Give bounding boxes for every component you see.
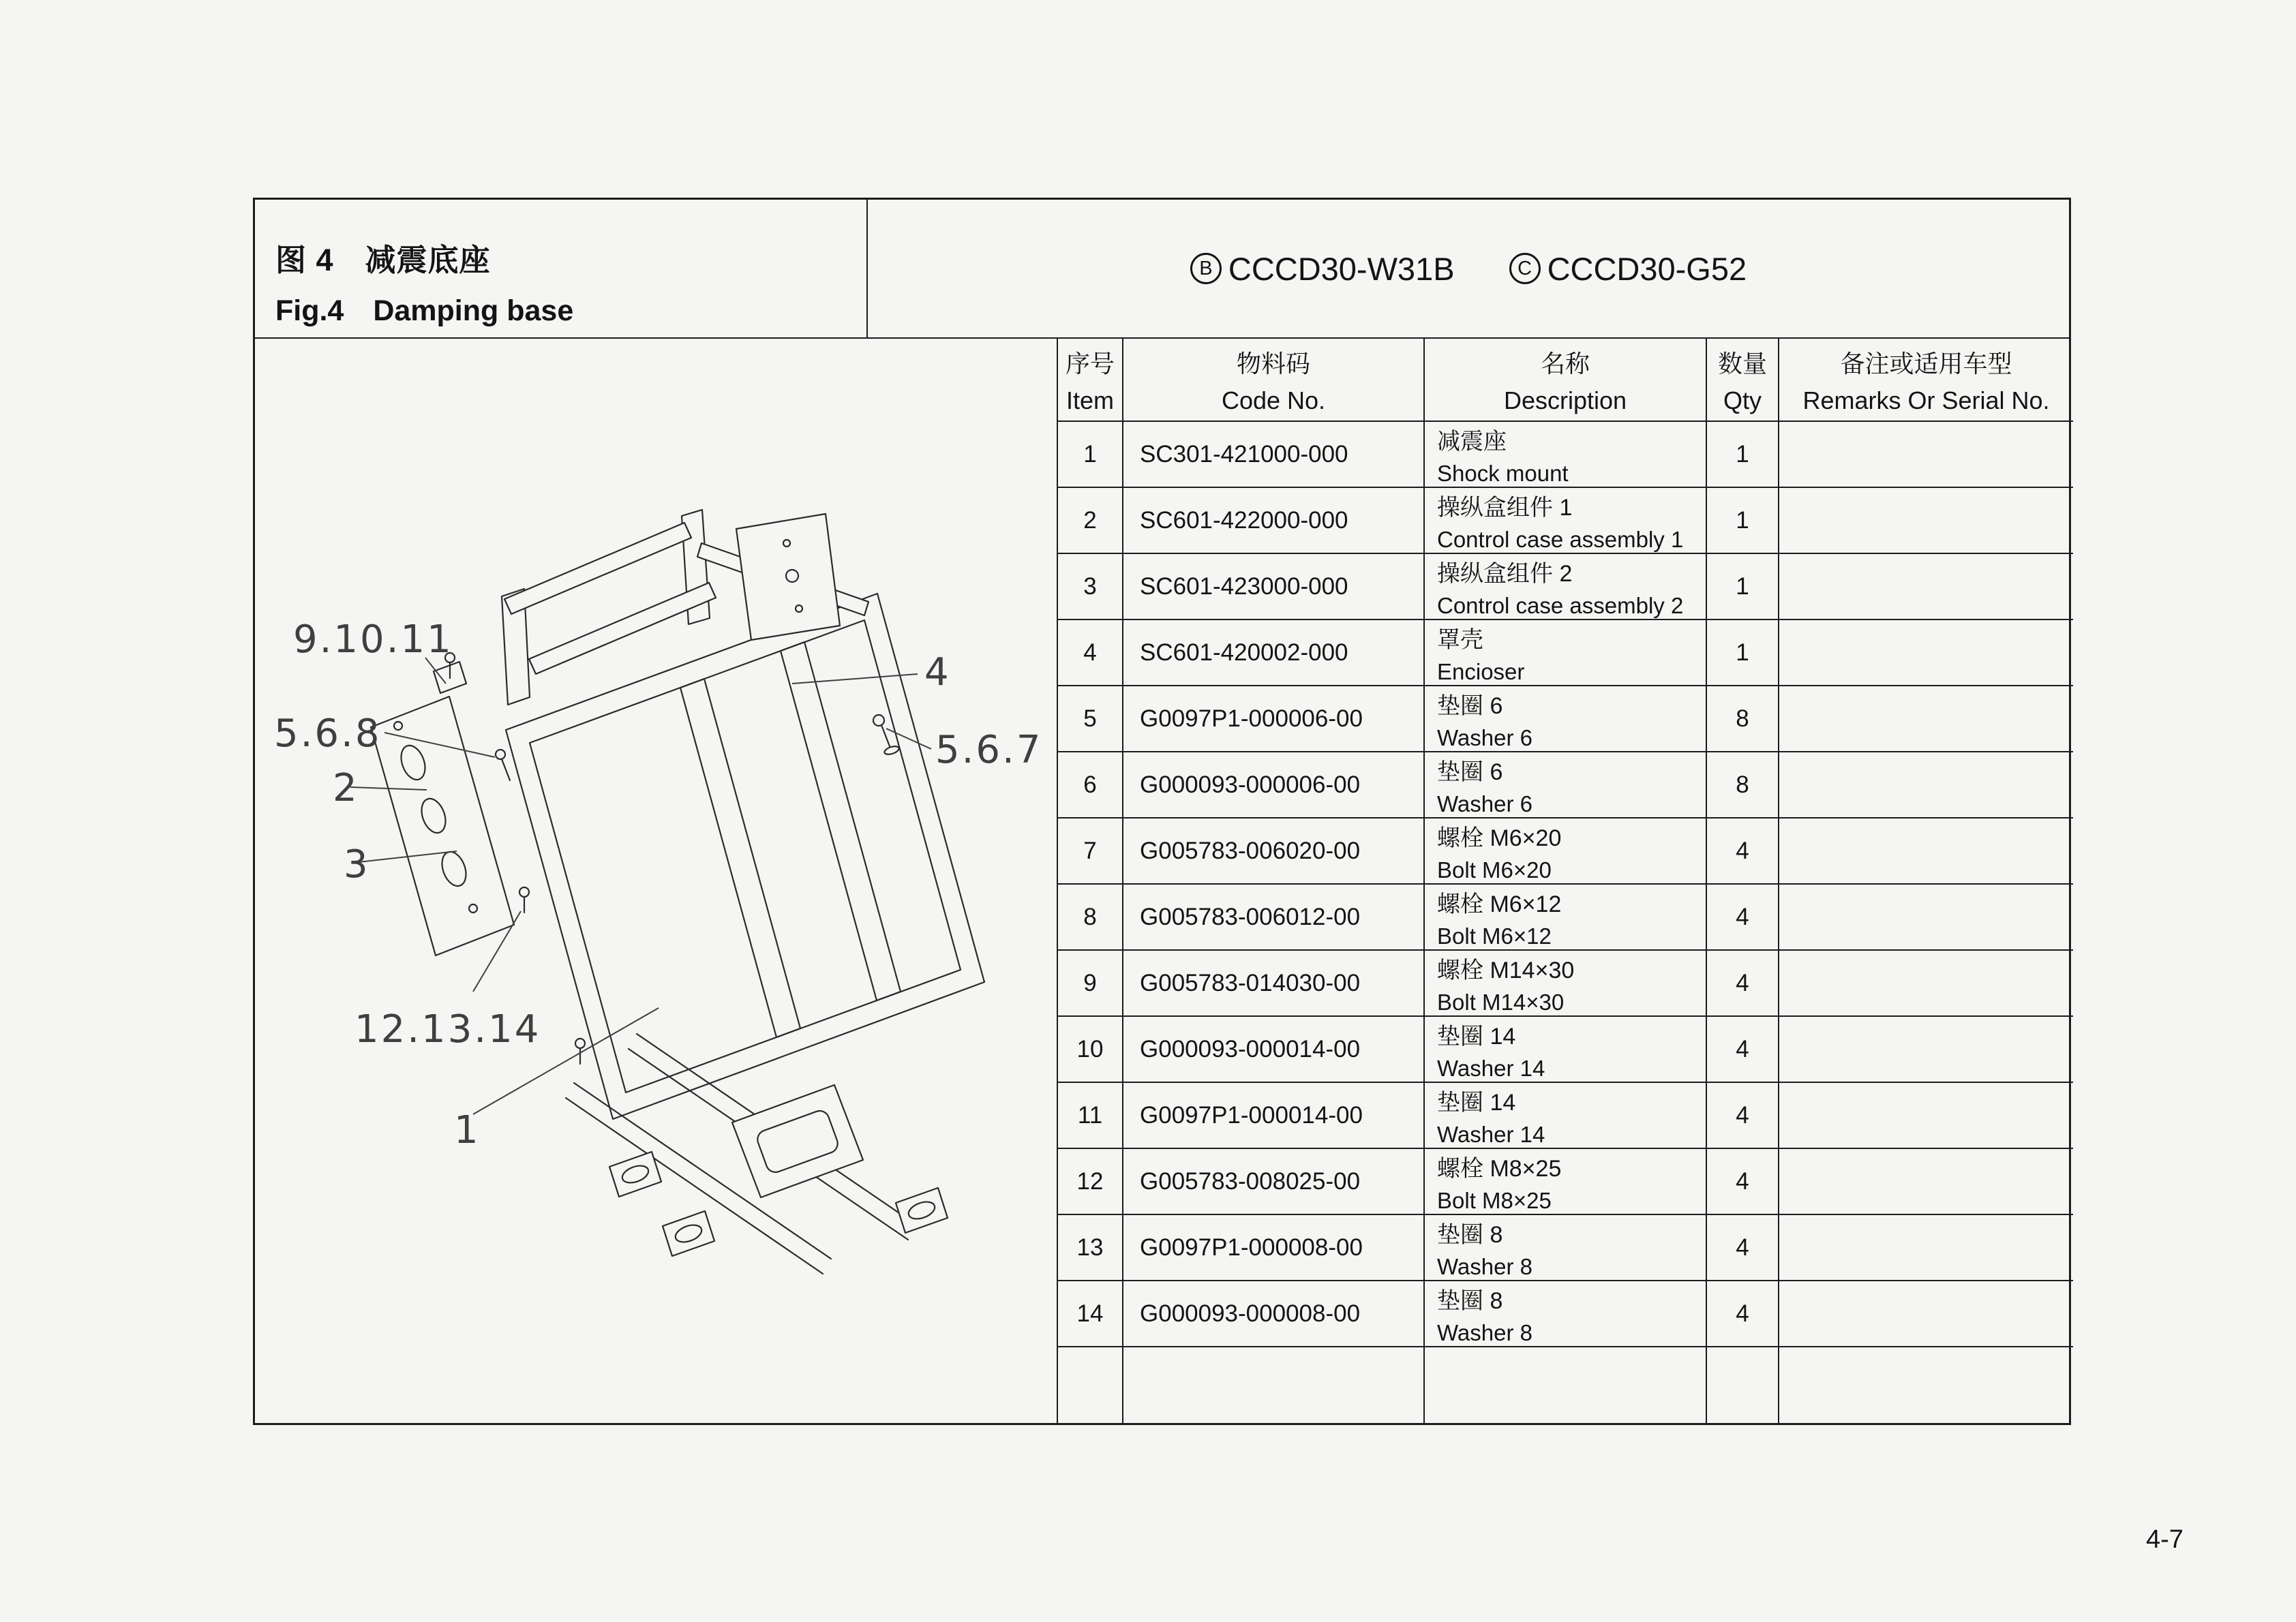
cell-qty: 4: [1706, 1017, 1778, 1083]
description-en: Control case assembly 1: [1437, 526, 1684, 552]
diagram-label-5-6-7: 5.6.7: [935, 728, 1043, 772]
cell-item: 9: [1057, 951, 1122, 1017]
cell-code: G005783-006020-00: [1122, 818, 1423, 885]
description-zh: 垫圈 6: [1437, 759, 1503, 785]
cell-item: 13: [1057, 1215, 1122, 1281]
cell-item: 12: [1057, 1149, 1122, 1215]
description-zh: 垫圈 8: [1437, 1287, 1503, 1314]
cell-description: [1423, 422, 1706, 488]
description-zh: 螺栓 M14×30: [1437, 957, 1575, 983]
cell-remarks: [1778, 1215, 2073, 1281]
cell-remarks: [1778, 488, 2073, 554]
cell-description: [1423, 1083, 1706, 1149]
model-b: [1190, 250, 1455, 288]
cell-description-empty: [1423, 1347, 1706, 1423]
col-header-item-en: Item: [1066, 386, 1114, 414]
description-zh: 螺栓 M8×25: [1437, 1155, 1562, 1182]
cell-remarks: [1778, 1281, 2073, 1347]
cell-description: [1423, 620, 1706, 686]
cell-remarks-empty: [1778, 1347, 2073, 1423]
cell-description: [1423, 885, 1706, 951]
cell-description: [1423, 488, 1706, 554]
description-en: Bolt M14×30: [1437, 989, 1565, 1015]
cell-remarks: [1778, 885, 2073, 951]
col-header-description-en: Description: [1503, 386, 1627, 414]
cell-qty: 1: [1706, 422, 1778, 488]
diagram-label-5-6-8: 5.6.8: [274, 711, 382, 756]
cell-code: G000093-000014-00: [1122, 1017, 1423, 1083]
cell-remarks: [1778, 686, 2073, 752]
cell-code: G000093-000008-00: [1122, 1281, 1423, 1347]
diagram-label-3: 3: [344, 842, 370, 887]
description-en: Washer 14: [1437, 1121, 1545, 1147]
figure-title-en: Fig.4 Damping base: [275, 294, 574, 327]
cell-remarks: [1778, 554, 2073, 620]
cell-remarks: [1778, 951, 2073, 1017]
description-zh: 螺栓 M6×12: [1437, 891, 1562, 917]
description-en: Shock mount: [1437, 460, 1569, 486]
diagram-label-12-13-14: 12.13.14: [354, 1007, 541, 1052]
cell-qty: 4: [1706, 1281, 1778, 1347]
description-zh: 减震座: [1437, 428, 1507, 455]
cell-qty-empty: [1706, 1347, 1778, 1423]
diagram-label-1: 1: [454, 1108, 481, 1152]
cell-qty: 1: [1706, 554, 1778, 620]
cell-code: G005783-006012-00: [1122, 885, 1423, 951]
cell-code: G005783-008025-00: [1122, 1149, 1423, 1215]
cell-code: G0097P1-000014-00: [1122, 1083, 1423, 1149]
description-en: Washer 8: [1437, 1253, 1532, 1279]
col-header-code-en: Code No.: [1221, 386, 1326, 414]
model-c-code: CCCD30-G52: [1547, 250, 1747, 287]
circle-b-icon: B: [1190, 253, 1222, 284]
description-zh: 螺栓 M6×20: [1437, 825, 1562, 851]
description-zh: 操纵盒组件 2: [1437, 560, 1573, 587]
cell-qty: 4: [1706, 885, 1778, 951]
cell-item: 10: [1057, 1017, 1122, 1083]
col-header-remarks-en: Remarks Or Serial No.: [1802, 386, 2050, 414]
col-header-qty-en: Qty: [1723, 386, 1762, 414]
cell-description: [1423, 752, 1706, 818]
description-zh: 垫圈 8: [1437, 1221, 1503, 1248]
cell-code: SC601-423000-000: [1122, 554, 1423, 620]
cell-item: 8: [1057, 885, 1122, 951]
cell-code: G0097P1-000006-00: [1122, 686, 1423, 752]
col-header-remarks-zh: 备注或适用车型: [1840, 349, 2012, 378]
cell-qty: 1: [1706, 488, 1778, 554]
drawing-geometry: [371, 510, 984, 1274]
header: [255, 200, 2069, 339]
description-zh: 操纵盒组件 1: [1437, 494, 1573, 521]
col-header-code: [1122, 339, 1423, 422]
cell-qty: 4: [1706, 1149, 1778, 1215]
parts-table: [1057, 339, 2073, 1423]
exploded-diagram: [255, 339, 1057, 1423]
description-en: Washer 6: [1437, 791, 1532, 816]
cell-description: [1423, 951, 1706, 1017]
cell-description: [1423, 1215, 1706, 1281]
diagram-label-9-10-11: 9.10.11: [293, 617, 453, 662]
cell-description: [1423, 1149, 1706, 1215]
col-header-item: [1057, 339, 1122, 422]
cell-qty: 8: [1706, 686, 1778, 752]
col-header-item-zh: 序号: [1065, 349, 1115, 378]
cell-item: 7: [1057, 818, 1122, 885]
description-en: Encioser: [1437, 658, 1525, 684]
diagram-label-4: 4: [924, 650, 951, 694]
figure-title-zh: 图 4 减震底座: [275, 243, 491, 277]
col-header-description: [1423, 339, 1706, 422]
model-codes: [868, 200, 2069, 337]
cell-description: [1423, 686, 1706, 752]
cell-qty: 4: [1706, 1215, 1778, 1281]
col-header-qty-zh: 数量: [1717, 349, 1767, 378]
cell-remarks: [1778, 1149, 2073, 1215]
cell-item: 2: [1057, 488, 1122, 554]
description-en: Washer 6: [1437, 724, 1532, 750]
damping-base-drawing: [255, 339, 1057, 1423]
circle-c-icon: C: [1509, 253, 1541, 284]
description-zh: 垫圈 14: [1437, 1089, 1516, 1116]
description-zh: 罩壳: [1437, 626, 1483, 653]
cell-item: 1: [1057, 422, 1122, 488]
cell-description: [1423, 1281, 1706, 1347]
cell-remarks: [1778, 1083, 2073, 1149]
cell-code: G005783-014030-00: [1122, 951, 1423, 1017]
diagram-label-2: 2: [333, 766, 359, 810]
col-header-code-zh: 物料码: [1236, 349, 1310, 378]
description-en: Control case assembly 2: [1437, 592, 1684, 618]
description-zh: 垫圈 14: [1437, 1023, 1516, 1050]
cell-code: G0097P1-000008-00: [1122, 1215, 1423, 1281]
figure-title-block: [255, 200, 868, 337]
description-en: Bolt M6×12: [1437, 923, 1552, 949]
cell-item-empty: [1057, 1347, 1122, 1423]
description-zh: 垫圈 6: [1437, 692, 1503, 719]
cell-remarks: [1778, 422, 2073, 488]
cell-qty: 4: [1706, 818, 1778, 885]
cell-code: SC601-422000-000: [1122, 488, 1423, 554]
model-b-code: CCCD30-W31B: [1228, 250, 1455, 287]
description-en: Washer 8: [1437, 1319, 1532, 1345]
cell-code: G000093-000006-00: [1122, 752, 1423, 818]
content-frame: [253, 198, 2071, 1425]
cell-description: [1423, 1017, 1706, 1083]
cell-code-empty: [1122, 1347, 1423, 1423]
cell-qty: 8: [1706, 752, 1778, 818]
page-number: 4-7: [2146, 1525, 2184, 1554]
cell-qty: 4: [1706, 1083, 1778, 1149]
cell-qty: 1: [1706, 620, 1778, 686]
cell-qty: 4: [1706, 951, 1778, 1017]
cell-description: [1423, 818, 1706, 885]
col-header-qty: [1706, 339, 1778, 422]
cell-item: 5: [1057, 686, 1122, 752]
description-en: Bolt M8×25: [1437, 1187, 1552, 1213]
cell-remarks: [1778, 818, 2073, 885]
cell-item: 3: [1057, 554, 1122, 620]
col-header-description-zh: 名称: [1540, 349, 1590, 378]
cell-remarks: [1778, 1017, 2073, 1083]
cell-description: [1423, 554, 1706, 620]
cell-code: SC301-421000-000: [1122, 422, 1423, 488]
cell-item: 14: [1057, 1281, 1122, 1347]
cell-item: 11: [1057, 1083, 1122, 1149]
description-en: Washer 14: [1437, 1055, 1545, 1081]
col-header-remarks: [1778, 339, 2073, 422]
cell-code: SC601-420002-000: [1122, 620, 1423, 686]
cell-remarks: [1778, 752, 2073, 818]
description-en: Bolt M6×20: [1437, 857, 1552, 883]
cell-item: 6: [1057, 752, 1122, 818]
cell-remarks: [1778, 620, 2073, 686]
cell-item: 4: [1057, 620, 1122, 686]
model-c: [1509, 250, 1747, 288]
